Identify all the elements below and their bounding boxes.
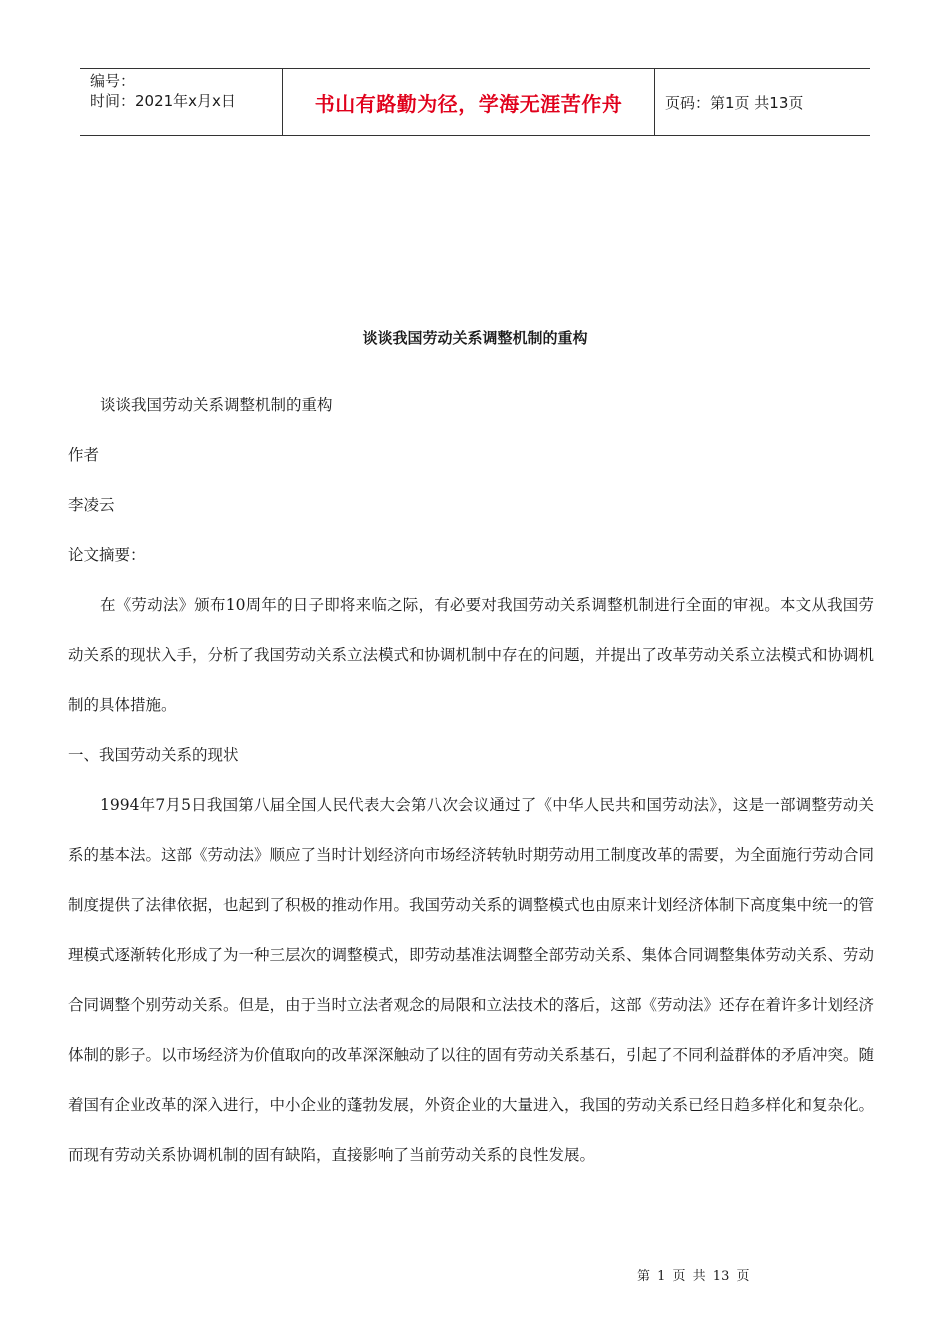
page-footer: 第 1 页 共 13 页 — [637, 1269, 750, 1284]
document-time-label: 时间：2021年x月x日 — [90, 92, 236, 110]
document-subtitle: 谈谈我国劳动关系调整机制的重构 — [100, 396, 333, 414]
document-body — [68, 380, 874, 1180]
header-meta-cell — [80, 69, 282, 135]
author-name: 李凌云 — [68, 496, 115, 514]
section-paragraph: 1994年7月5日我国第八届全国人民代表大会第八次会议通过了《中华人民共和国劳动法》，这是一部调整劳动关系的基本法。这部《劳动法》顺应了当时计划经济向市场经济转轨时期劳动用工制度改革的需要，为全面施行劳动合同制度提供了法律依据，也起到了积极的推动作用。我国劳动关系的调整模式也由原来计划经济体制下高度集中统一的管理模式逐渐转化形成了为一种三层次的调整模式，即劳动基准法调整全部劳动关系、集体合同调整集体劳动关系、劳动合同调整个别劳动关系。但是，由于当时立法者观念的局限和立法技术的落后，这部《劳动法》还存在着许多计划经济体制的影子。以市场经济为价值取向的改革深深触动了以往的固有劳动关系基石，引起了不同利益群体的矛盾冲突。随着国有企业改革的深入进行，中小企业的蓬勃发展，外资企业的大量进入，我国的劳动关系已经日趋多样化和复杂化。而现有劳动关系协调机制的固有缺陷，直接影响了当前劳动关系的良性发展。 — [68, 796, 875, 1164]
header-motto-cell — [282, 69, 655, 135]
page-header — [80, 68, 870, 136]
header-page-info: 页码：第1页 共13页 — [665, 93, 804, 112]
abstract-paragraph: 在《劳动法》颁布10周年的日子即将来临之际，有必要对我国劳动关系调整机制进行全面的审视。本文从我国劳动关系的现状入手，分析了我国劳动关系立法模式和协调机制中存在的问题，并提出了改革劳动关系立法模式和协调机制的具体措施。 — [68, 596, 875, 714]
header-motto: 书山有路勤为径，学海无涯苦作舟 — [314, 91, 623, 116]
document-title: 谈谈我国劳动关系调整机制的重构 — [362, 329, 588, 347]
author-label: 作者 — [68, 446, 100, 464]
header-page-cell — [655, 69, 870, 135]
abstract-label: 论文摘要： — [68, 546, 146, 564]
section-heading: 一、我国劳动关系的现状 — [68, 746, 239, 764]
document-number-label: 编号： — [90, 72, 136, 90]
